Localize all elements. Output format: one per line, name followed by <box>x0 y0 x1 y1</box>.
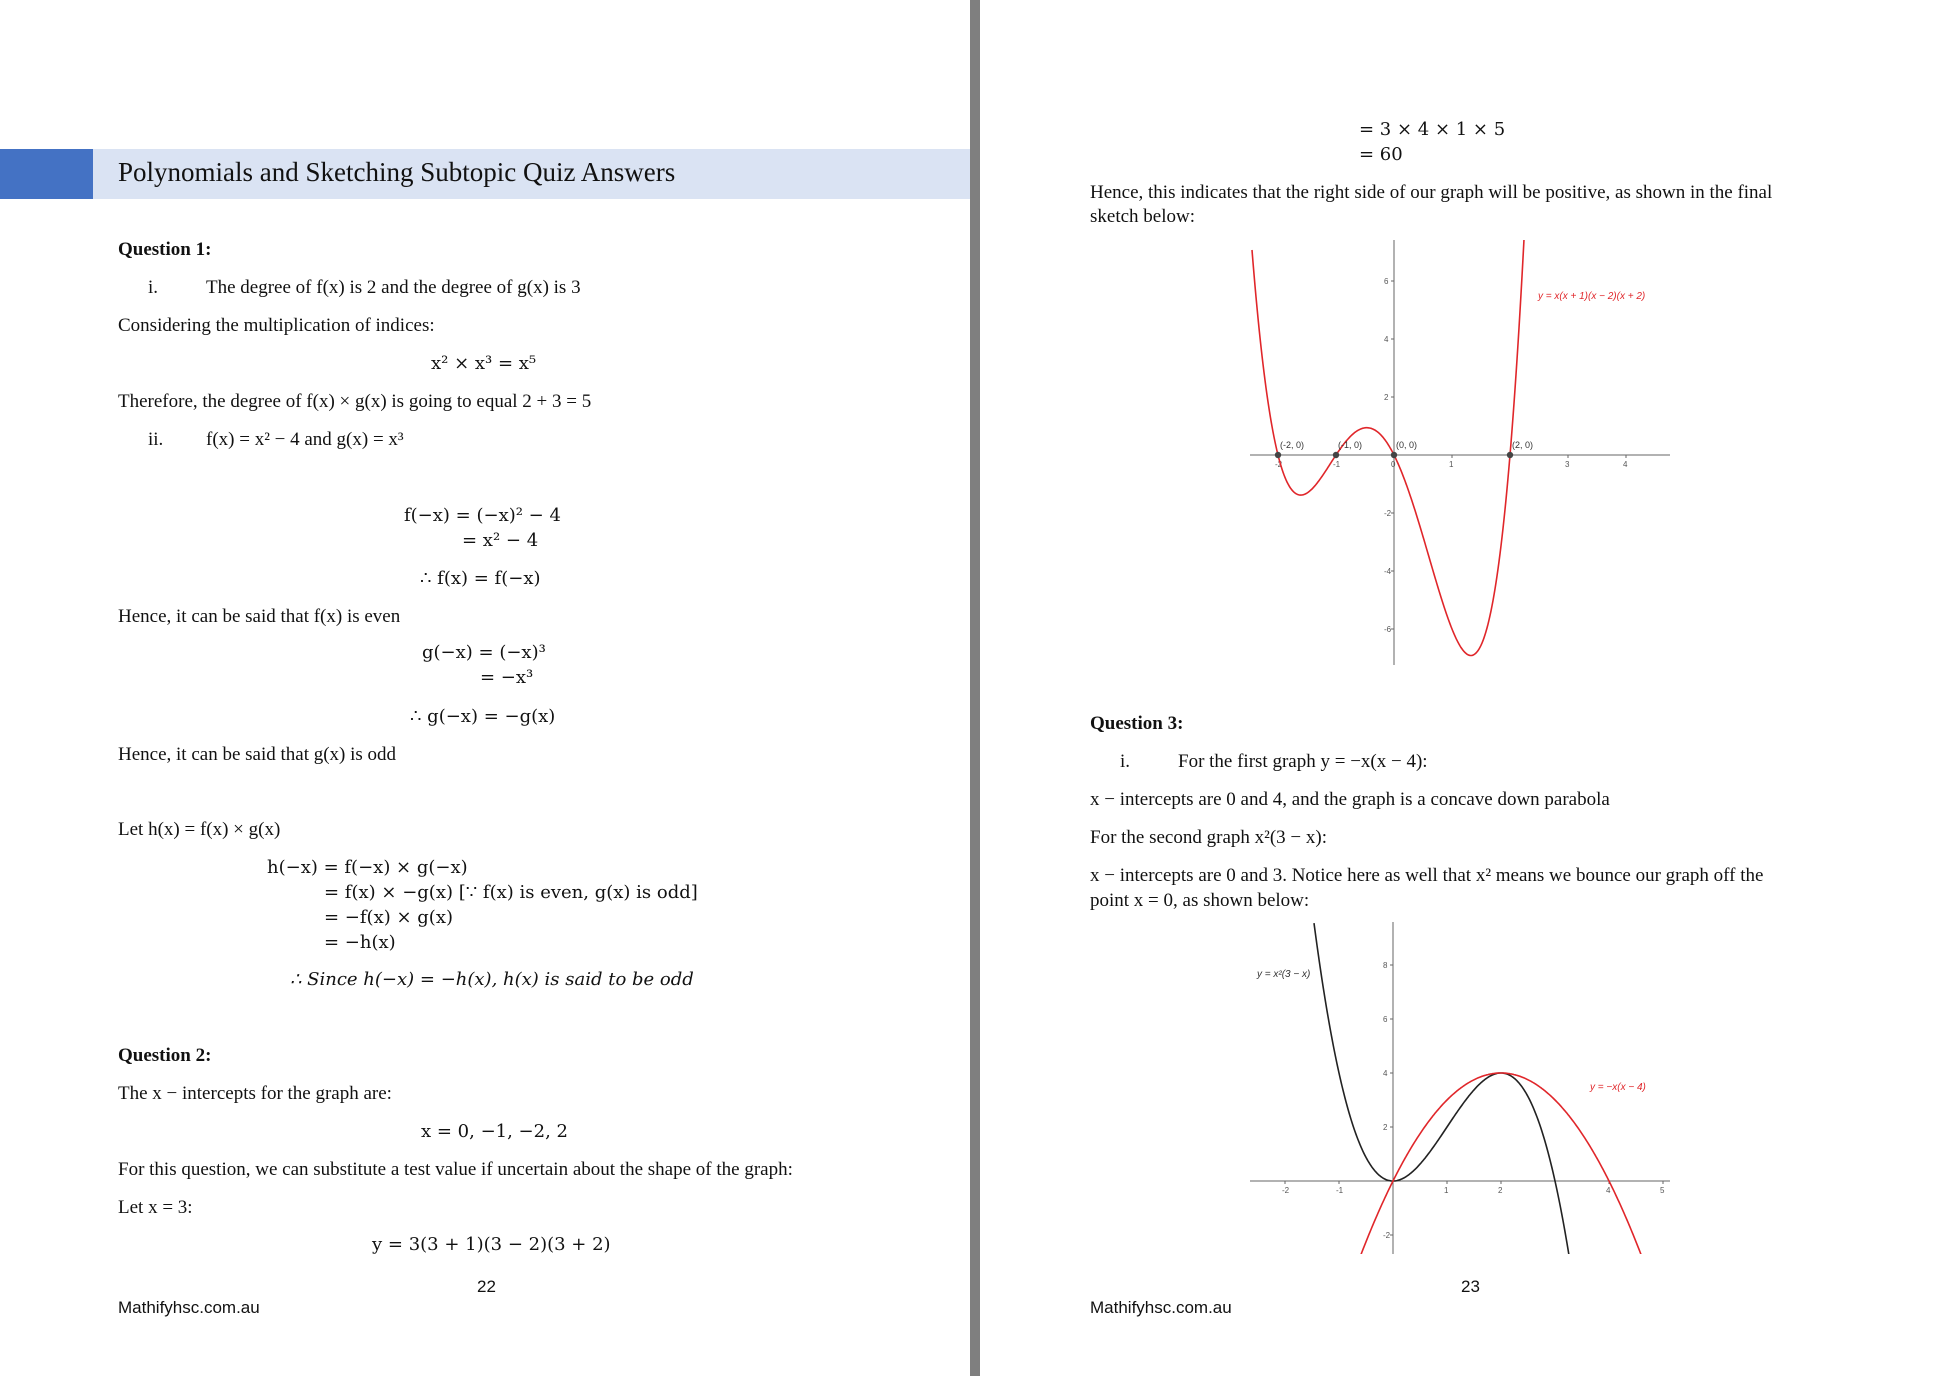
q1-considering-text: Considering the multiplication of indices: <box>118 315 435 336</box>
intercept-point <box>1333 452 1339 458</box>
y-tick-label: 6 <box>1384 277 1389 286</box>
y-tick-label: -2 <box>1384 509 1392 518</box>
x-tick-label: -1 <box>1336 1186 1344 1195</box>
title-banner <box>0 149 970 199</box>
x-tick-label: 2 <box>1498 1186 1503 1195</box>
q2-intercepts-text: The x − intercepts for the graph are: <box>118 1083 392 1104</box>
h-definition: Let h(x) = f(x) × g(x) <box>118 819 281 840</box>
y-tick-label: 4 <box>1383 1069 1388 1078</box>
q1-part-i-number: i. <box>148 277 159 298</box>
quartic-graph <box>1250 240 1670 665</box>
g-odd-statement: Hence, it can be said that g(x) is odd <box>118 744 397 765</box>
y-tick-label: -6 <box>1384 625 1392 634</box>
f-neg-x-line-1: f(−x) = (−x)² − 4 <box>404 505 561 526</box>
q3-first-intercepts: x − intercepts are 0 and 4, and the graph is a concave down parabola <box>1090 789 1610 810</box>
y-tick-label: 4 <box>1384 335 1389 344</box>
hence-text-line-2: sketch below: <box>1090 206 1196 227</box>
q3-part-i-number: i. <box>1120 751 1131 772</box>
g-odd-conclusion: ∴ g(−x) = −g(x) <box>410 706 556 727</box>
y-tick-label: 2 <box>1383 1123 1388 1132</box>
h-odd-conclusion: ∴ Since h(−x) = −h(x), h(x) is said to be odd <box>290 969 694 990</box>
q2-intercepts-values: x = 0, −1, −2, 2 <box>421 1121 568 1142</box>
q3-second-intercepts-line-2: point x = 0, as shown below: <box>1090 890 1310 911</box>
question-1-heading: Question 1: <box>118 239 212 260</box>
question-2-heading: Question 2: <box>118 1045 212 1066</box>
page-23 <box>980 0 1946 1376</box>
q1-therefore-text: Therefore, the degree of f(x) × g(x) is going to equal 2 + 3 = 5 <box>118 391 592 412</box>
x-tick-label: -1 <box>1333 460 1341 469</box>
x-tick-label: 3 <box>1565 460 1570 469</box>
footer-site: Mathifyhsc.com.au <box>118 1298 260 1317</box>
y-tick-label: 2 <box>1384 393 1389 402</box>
page-title: Polynomials and Sketching Subtopic Quiz Answers <box>118 157 676 187</box>
q1-part-ii-text: f(x) = x² − 4 and g(x) = x³ <box>206 429 404 450</box>
banner-accent <box>0 149 93 199</box>
intercept-point-label: (2, 0) <box>1512 440 1534 450</box>
page-gutter <box>970 0 980 1376</box>
x-tick-label: 1 <box>1449 460 1454 469</box>
page-number: 22 <box>477 1277 496 1296</box>
q3-second-intercepts-line-1: x − intercepts are 0 and 3. Notice here as well that x² means we bounce our graph off the <box>1090 865 1764 886</box>
g-neg-x-line-2: = −x³ <box>480 667 534 688</box>
q1-part-ii-number: ii. <box>148 429 164 450</box>
legend-cubic: y = x²(3 − x) <box>1257 969 1311 980</box>
h-neg-x-line-2: = f(x) × −g(x) [∵ f(x) is even, g(x) is odd] <box>324 882 698 903</box>
calc-line-1: = 3 × 4 × 1 × 5 <box>1359 119 1506 140</box>
intercept-point-label: (-1, 0) <box>1338 440 1363 450</box>
footer-site: Mathifyhsc.com.au <box>1090 1298 1232 1317</box>
q2-y-expression: y = 3(3 + 1)(3 − 2)(3 + 2) <box>372 1234 611 1255</box>
intercept-point-label: (-2, 0) <box>1280 440 1305 450</box>
y-tick-label: -4 <box>1384 567 1392 576</box>
q1-part-i-text: The degree of f(x) is 2 and the degree of g(x) is 3 <box>206 277 581 298</box>
calc-line-2: = 60 <box>1359 144 1403 165</box>
intercept-point-label: (0, 0) <box>1396 440 1418 450</box>
q1-indices-equation: x² × x³ = x⁵ <box>431 353 537 374</box>
h-neg-x-line-1: h(−x) = f(−x) × g(−x) <box>267 857 468 878</box>
legend-quartic: y = x(x + 1)(x − 2)(x + 2) <box>1538 291 1646 302</box>
x-tick-label: 4 <box>1623 460 1628 469</box>
intercept-point <box>1507 452 1513 458</box>
q2-substitute-text: For this question, we can substitute a test value if uncertain about the shape of the graph: <box>118 1159 793 1180</box>
h-neg-x-line-4: = −h(x) <box>324 932 396 953</box>
cubic-parabola-graph <box>1250 922 1670 1254</box>
q2-test-value: Let x = 3: <box>118 1197 193 1218</box>
y-tick-label: 8 <box>1383 961 1388 970</box>
y-tick-label: 6 <box>1383 1015 1388 1024</box>
h-neg-x-line-3: = −f(x) × g(x) <box>324 907 453 928</box>
x-tick-label: 5 <box>1660 1186 1665 1195</box>
intercept-point <box>1275 452 1281 458</box>
page-22 <box>0 0 970 1376</box>
f-even-statement: Hence, it can be said that f(x) is even <box>118 606 401 627</box>
x-tick-label: -2 <box>1282 1186 1290 1195</box>
x-tick-label: 1 <box>1444 1186 1449 1195</box>
x-tick-label: 0 <box>1391 460 1396 469</box>
legend-parabola: y = −x(x − 4) <box>1590 1082 1646 1093</box>
q3-second-graph: For the second graph x²(3 − x): <box>1090 827 1327 848</box>
q3-first-graph: For the first graph y = −x(x − 4): <box>1178 751 1428 772</box>
series-parabola-curve <box>1361 1073 1641 1254</box>
x-tick-label: 4 <box>1606 1186 1611 1195</box>
x-tick-label: -2 <box>1275 460 1283 469</box>
page-number: 23 <box>1461 1277 1480 1296</box>
question-3-heading: Question 3: <box>1090 713 1184 734</box>
f-even-conclusion: ∴ f(x) = f(−x) <box>420 568 541 589</box>
intercept-point <box>1391 452 1397 458</box>
g-neg-x-line-1: g(−x) = (−x)³ <box>422 642 546 663</box>
f-neg-x-line-2: = x² − 4 <box>462 530 539 551</box>
y-tick-label: -2 <box>1383 1231 1391 1240</box>
series-cubic-curve <box>1314 923 1569 1254</box>
hence-text-line-1: Hence, this indicates that the right side of our graph will be positive, as shown in the final <box>1090 182 1773 203</box>
